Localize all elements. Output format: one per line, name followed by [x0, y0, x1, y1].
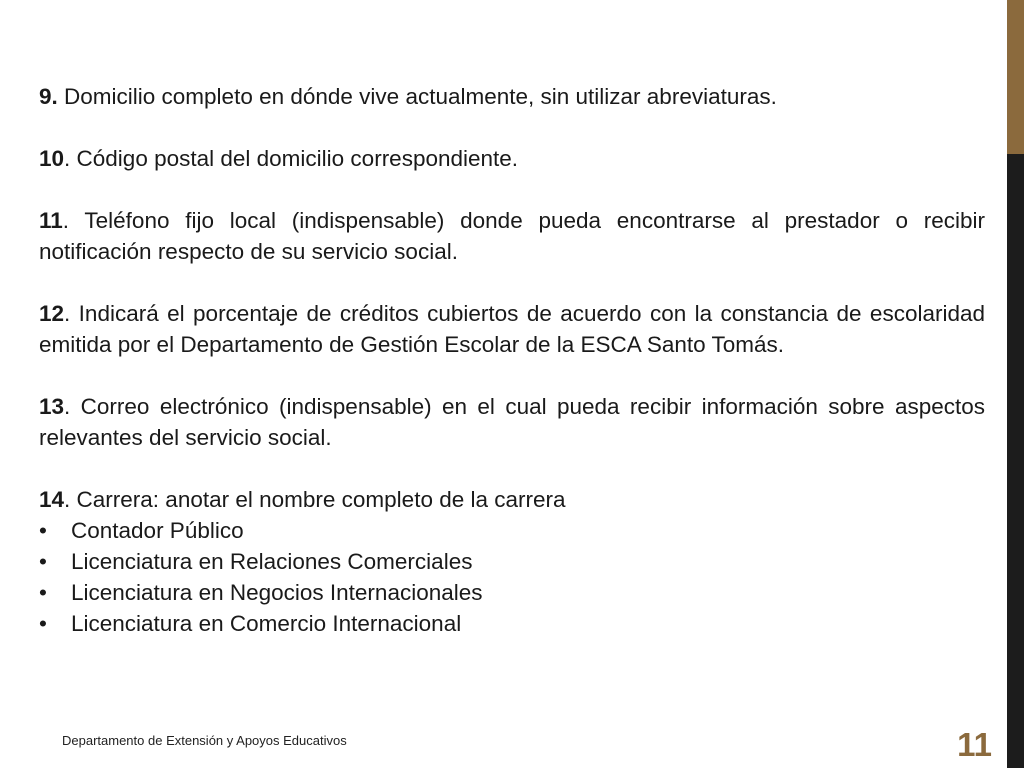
list-item	[39, 515, 985, 546]
bullet-icon: •	[39, 518, 47, 543]
item-number: 14	[39, 487, 65, 512]
list-item	[39, 546, 985, 577]
item-text: . Indicará el porcentaje de créditos cubiertos de acuerdo con la constancia de escolaridad emitida por el Departamento de Gestión Escolar de la ESCA Santo Tomás.	[39, 301, 985, 357]
page-number: 11	[957, 726, 992, 763]
bullet-icon: •	[39, 549, 47, 574]
item-10	[39, 143, 985, 174]
item-text: Domicilio completo en dónde vive actualmente, sin utilizar abreviaturas.	[57, 84, 777, 109]
career-list	[39, 515, 985, 639]
footer-department: Departamento de Extensión y Apoyos Educativos	[62, 733, 347, 748]
bullet-icon: •	[39, 611, 47, 636]
item-14	[39, 484, 985, 515]
item-11	[39, 205, 985, 267]
item-text: . Código postal del domicilio correspondiente.	[64, 146, 519, 171]
bullet-icon: •	[39, 580, 47, 605]
item-number: 9.	[39, 84, 58, 109]
item-number: 12	[39, 301, 65, 326]
item-number: 13	[39, 394, 65, 419]
list-item	[39, 608, 985, 639]
list-item	[39, 577, 985, 608]
career-label: Licenciatura en Comercio Internacional	[71, 611, 462, 636]
item-text: . Correo electrónico (indispensable) en el cual pueda recibir información sobre aspectos relevantes del servicio social.	[39, 394, 985, 450]
item-12	[39, 298, 985, 360]
item-text: . Teléfono fijo local (indispensable) donde pueda encontrarse al prestador o recibir notificación respecto de su servicio social.	[39, 208, 985, 264]
career-label: Contador Público	[71, 518, 244, 543]
item-number: 10	[39, 146, 65, 171]
item-number: 11	[39, 208, 63, 233]
item-text: . Carrera: anotar el nombre completo de la carrera	[64, 487, 566, 512]
career-label: Licenciatura en Relaciones Comerciales	[71, 549, 473, 574]
career-label: Licenciatura en Negocios Internacionales	[71, 580, 483, 605]
item-13	[39, 391, 985, 453]
item-9	[39, 81, 985, 112]
accent-bar-gold	[1007, 0, 1024, 154]
slide-content	[39, 81, 985, 639]
accent-bar-dark	[1007, 154, 1024, 768]
